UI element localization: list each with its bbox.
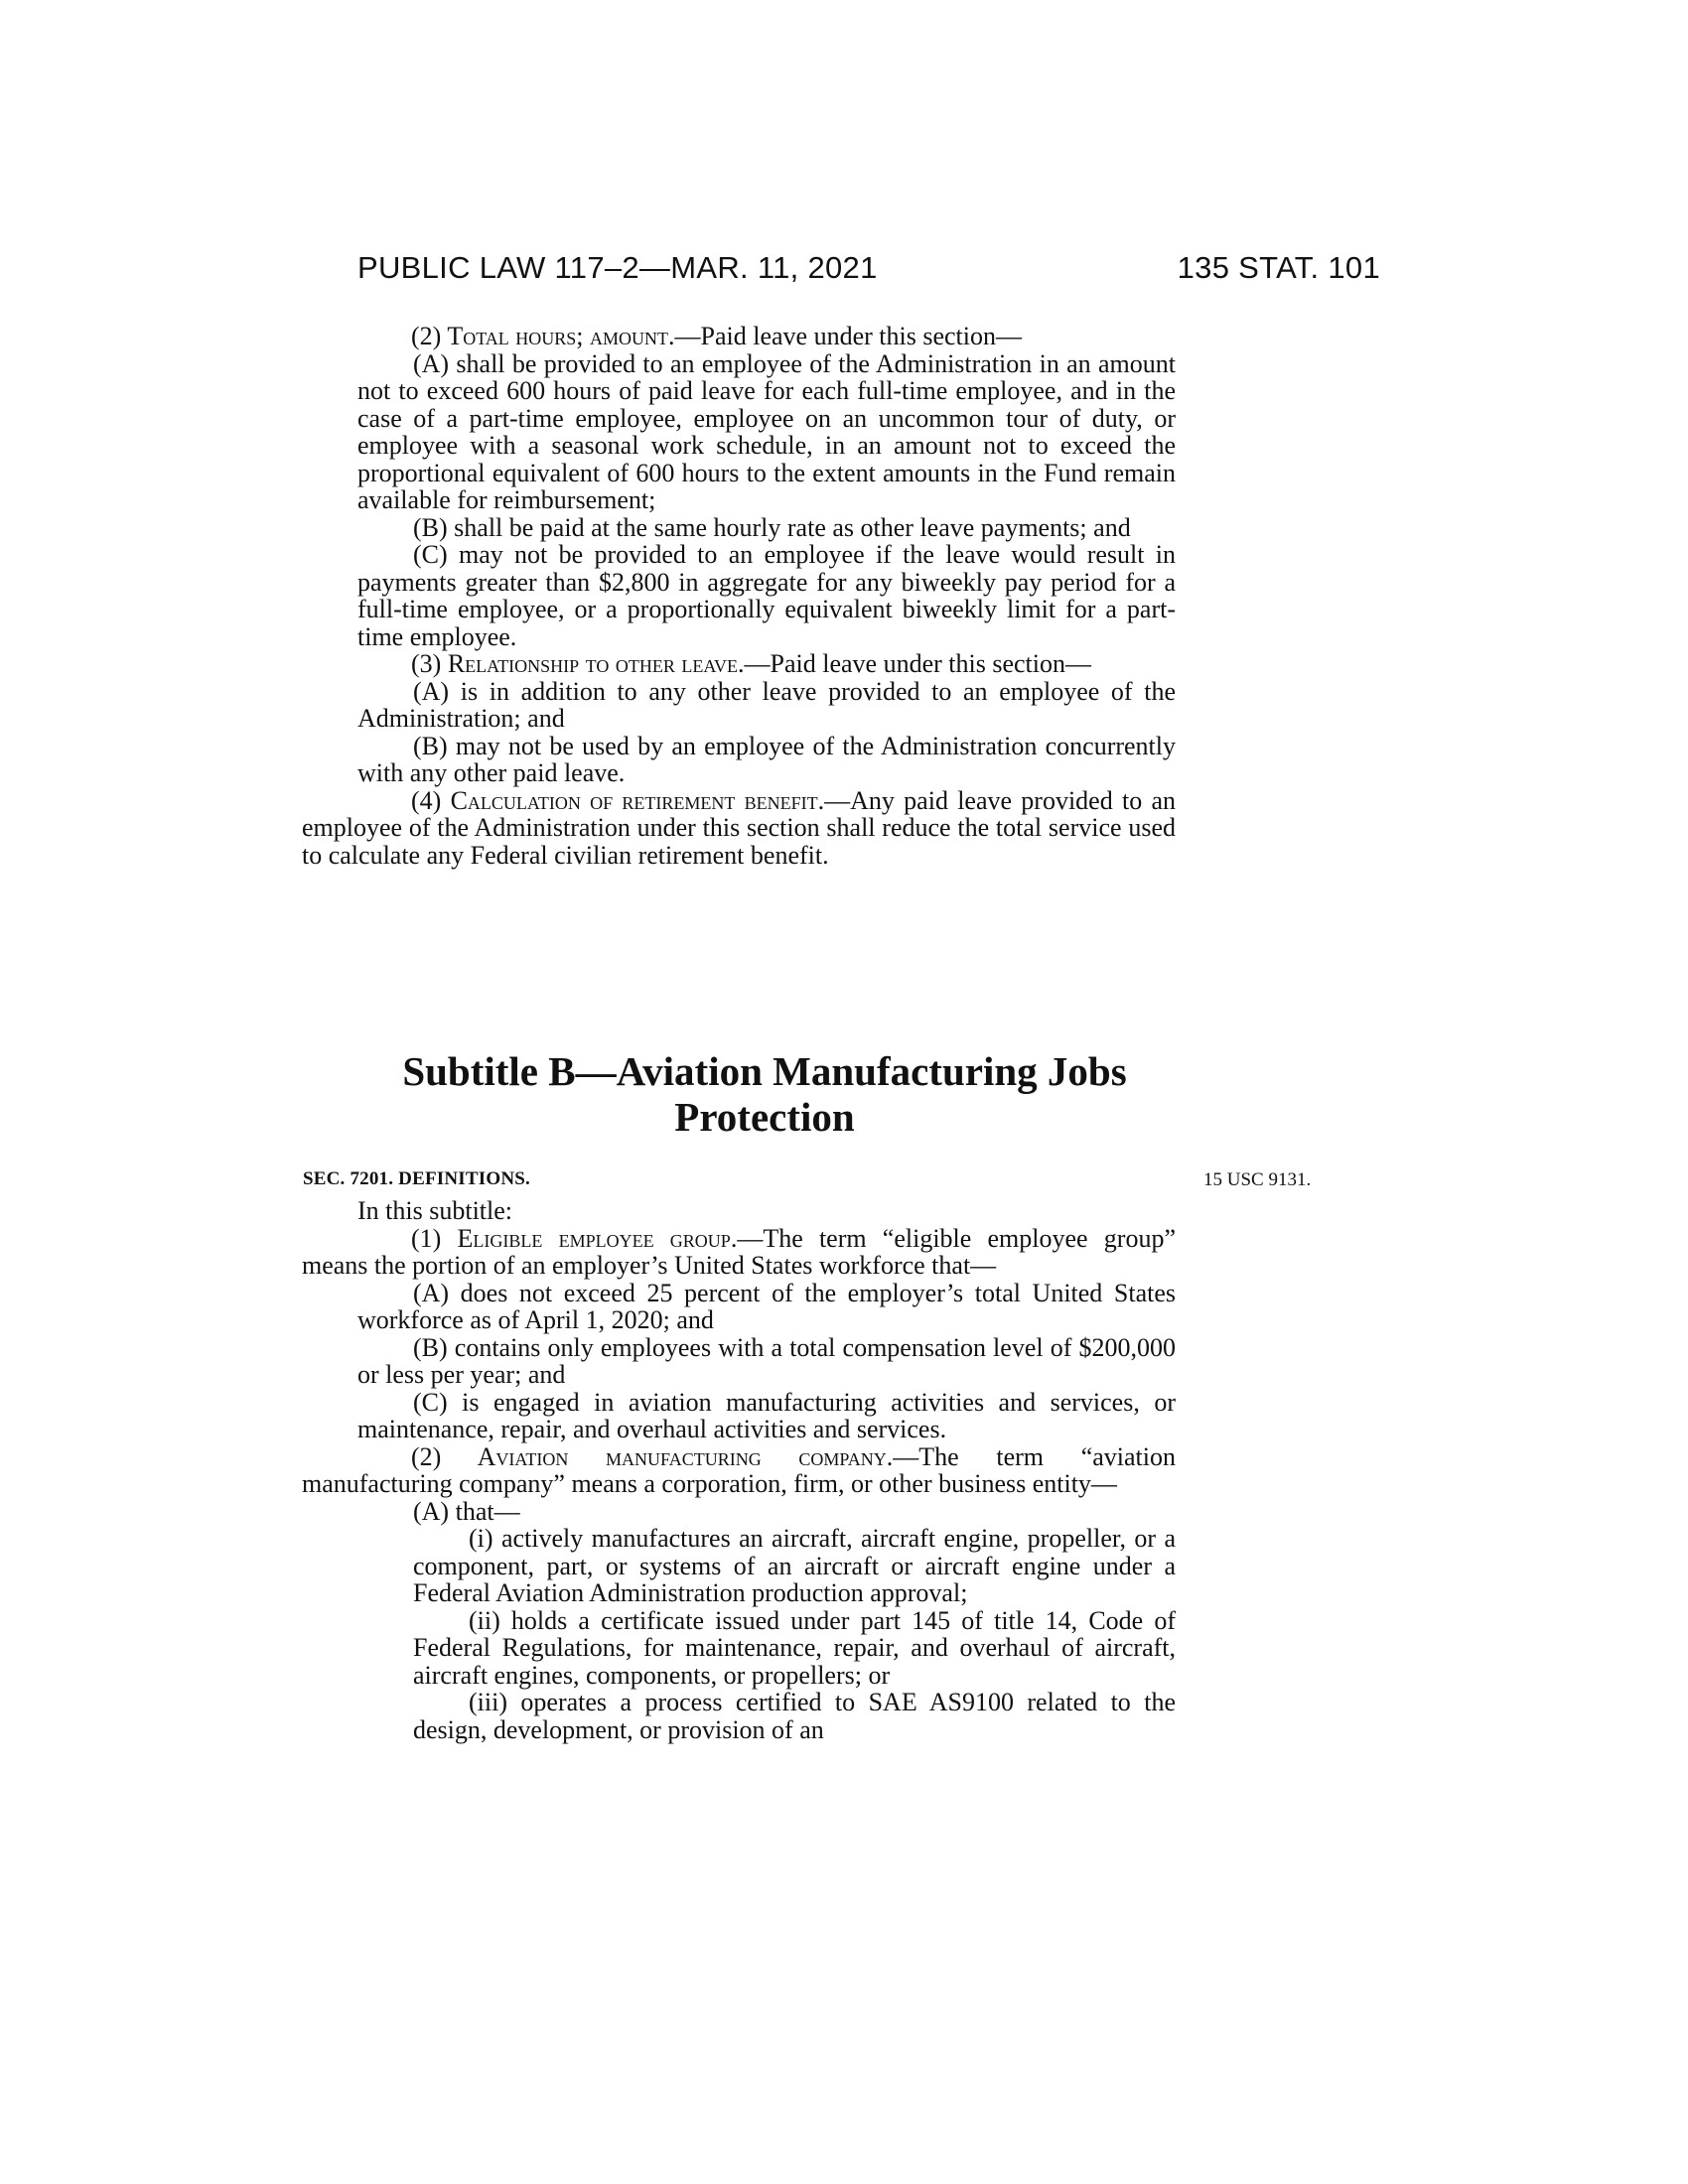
paragraph-label: (2) A (411, 1441, 496, 1471)
definition-2a: (A) that— (413, 1496, 520, 1526)
usc-margin-note: 15 USC 9131. (1203, 1169, 1312, 1190)
paragraph-lead-text: .—The term “aviation manufacturing company” means a corporation, firm, or other business entity— (302, 1441, 1176, 1498)
paragraph-heading: viation manufacturing company (495, 1441, 887, 1471)
paragraph-lead-text: .—Paid leave under this section— (668, 322, 1022, 350)
section-intro: In this subtitle: (357, 1196, 512, 1225)
definition-1-lead (302, 1225, 1176, 1280)
section-heading: SEC. 7201. DEFINITIONS. (303, 1168, 530, 1189)
subparagraph-2c: (C) may not be provided to an employee if the leave would result in payments greater than $2,800 in aggregate for any biweekly pay period for a full-time employee, or a proportionally equivalent biweekly limit for a part-time employee. (357, 540, 1176, 651)
paragraph-2-lead (357, 323, 1176, 350)
subparagraph-2b: (B) shall be paid at the same hourly rate as other leave payments; and (413, 512, 1131, 542)
definition-2a-iii: (iii) operates a process certified to SAE AS9100 related to the design, development, or provision of an (413, 1688, 1176, 1744)
definition-2a-i: (i) actively manufactures an aircraft, aircraft engine, propeller, or a component, part, or systems of an aircraft or aircraft engine under a Federal Aviation Administration production approval; (413, 1524, 1176, 1607)
paragraph-label: (2) T (411, 322, 464, 350)
definition-2-lead (302, 1443, 1176, 1498)
subtitle-line-2: Protection (674, 1094, 855, 1140)
paragraph-label: (4) C (411, 785, 468, 815)
paragraph-lead-text: .—Paid leave under this section— (738, 649, 1091, 678)
definition-1b: (B) contains only employees with a total compensation level of $200,000 or less per year; and (357, 1332, 1176, 1389)
paragraph-heading: elationship to other leave (465, 649, 738, 678)
definition-2a-ii: (ii) holds a certificate issued under part 145 of title 14, Code of Federal Regulations, for maintenance, repair, and overhaul of aircraft, aircraft engines, components, or propellers; or (413, 1605, 1176, 1690)
public-law-citation: PUBLIC LAW 117–2—MAR. 11, 2021 (357, 250, 878, 285)
paragraph-label: (1) E (411, 1223, 474, 1253)
paragraph-lead-text: .—The term “eligible employee group” means the portion of an employer’s United States workforce that— (302, 1223, 1176, 1280)
definition-1a: (A) does not exceed 25 percent of the employer’s total United States workforce as of April 1, 2020; and (357, 1278, 1176, 1334)
subtitle-line-1: Subtitle B—Aviation Manufacturing Jobs (402, 1048, 1127, 1094)
subparagraph-3b: (B) may not be used by an employee of the Administration concurrently with any other paid leave. (357, 731, 1176, 787)
section-text-lower (302, 1196, 1176, 1744)
statute-page-number: 135 STAT. 101 (1177, 250, 1380, 285)
definition-1c: (C) is engaged in aviation manufacturing activities and services, or maintenance, repair, and overhaul activities and services. (357, 1387, 1176, 1443)
subparagraph-2a: (A) shall be provided to an employee of the Administration in an amount not to exceed 600 hours of paid leave for each full-time employee, and in the case of a part-time employee, employee on an uncommon tour of duty, or employee with a seasonal work schedule, in an amount not to exceed the proportional equivalent of 600 hours to the extent amounts in the Fund remain available for reimbursement; (357, 348, 1176, 514)
paragraph-heading: otal hours; amount (463, 322, 669, 350)
paragraph-heading: alculation of retirement benefit (467, 785, 818, 815)
paragraph-text: .—Any paid leave provided to an employee of the Administration under this section shall reduce the total service used to calculate any Federal civilian retirement benefit. (302, 785, 1176, 870)
paragraph-3-lead (302, 650, 1176, 678)
section-text-upper (302, 322, 1176, 870)
paragraph-label: (3) R (411, 649, 466, 678)
subparagraph-3a: (A) is in addition to any other leave provided to an employee of the Administration; and (357, 676, 1176, 733)
paragraph-4 (302, 787, 1176, 870)
subtitle-heading (298, 1048, 1231, 1140)
paragraph-heading: ligible employee group (473, 1223, 731, 1253)
